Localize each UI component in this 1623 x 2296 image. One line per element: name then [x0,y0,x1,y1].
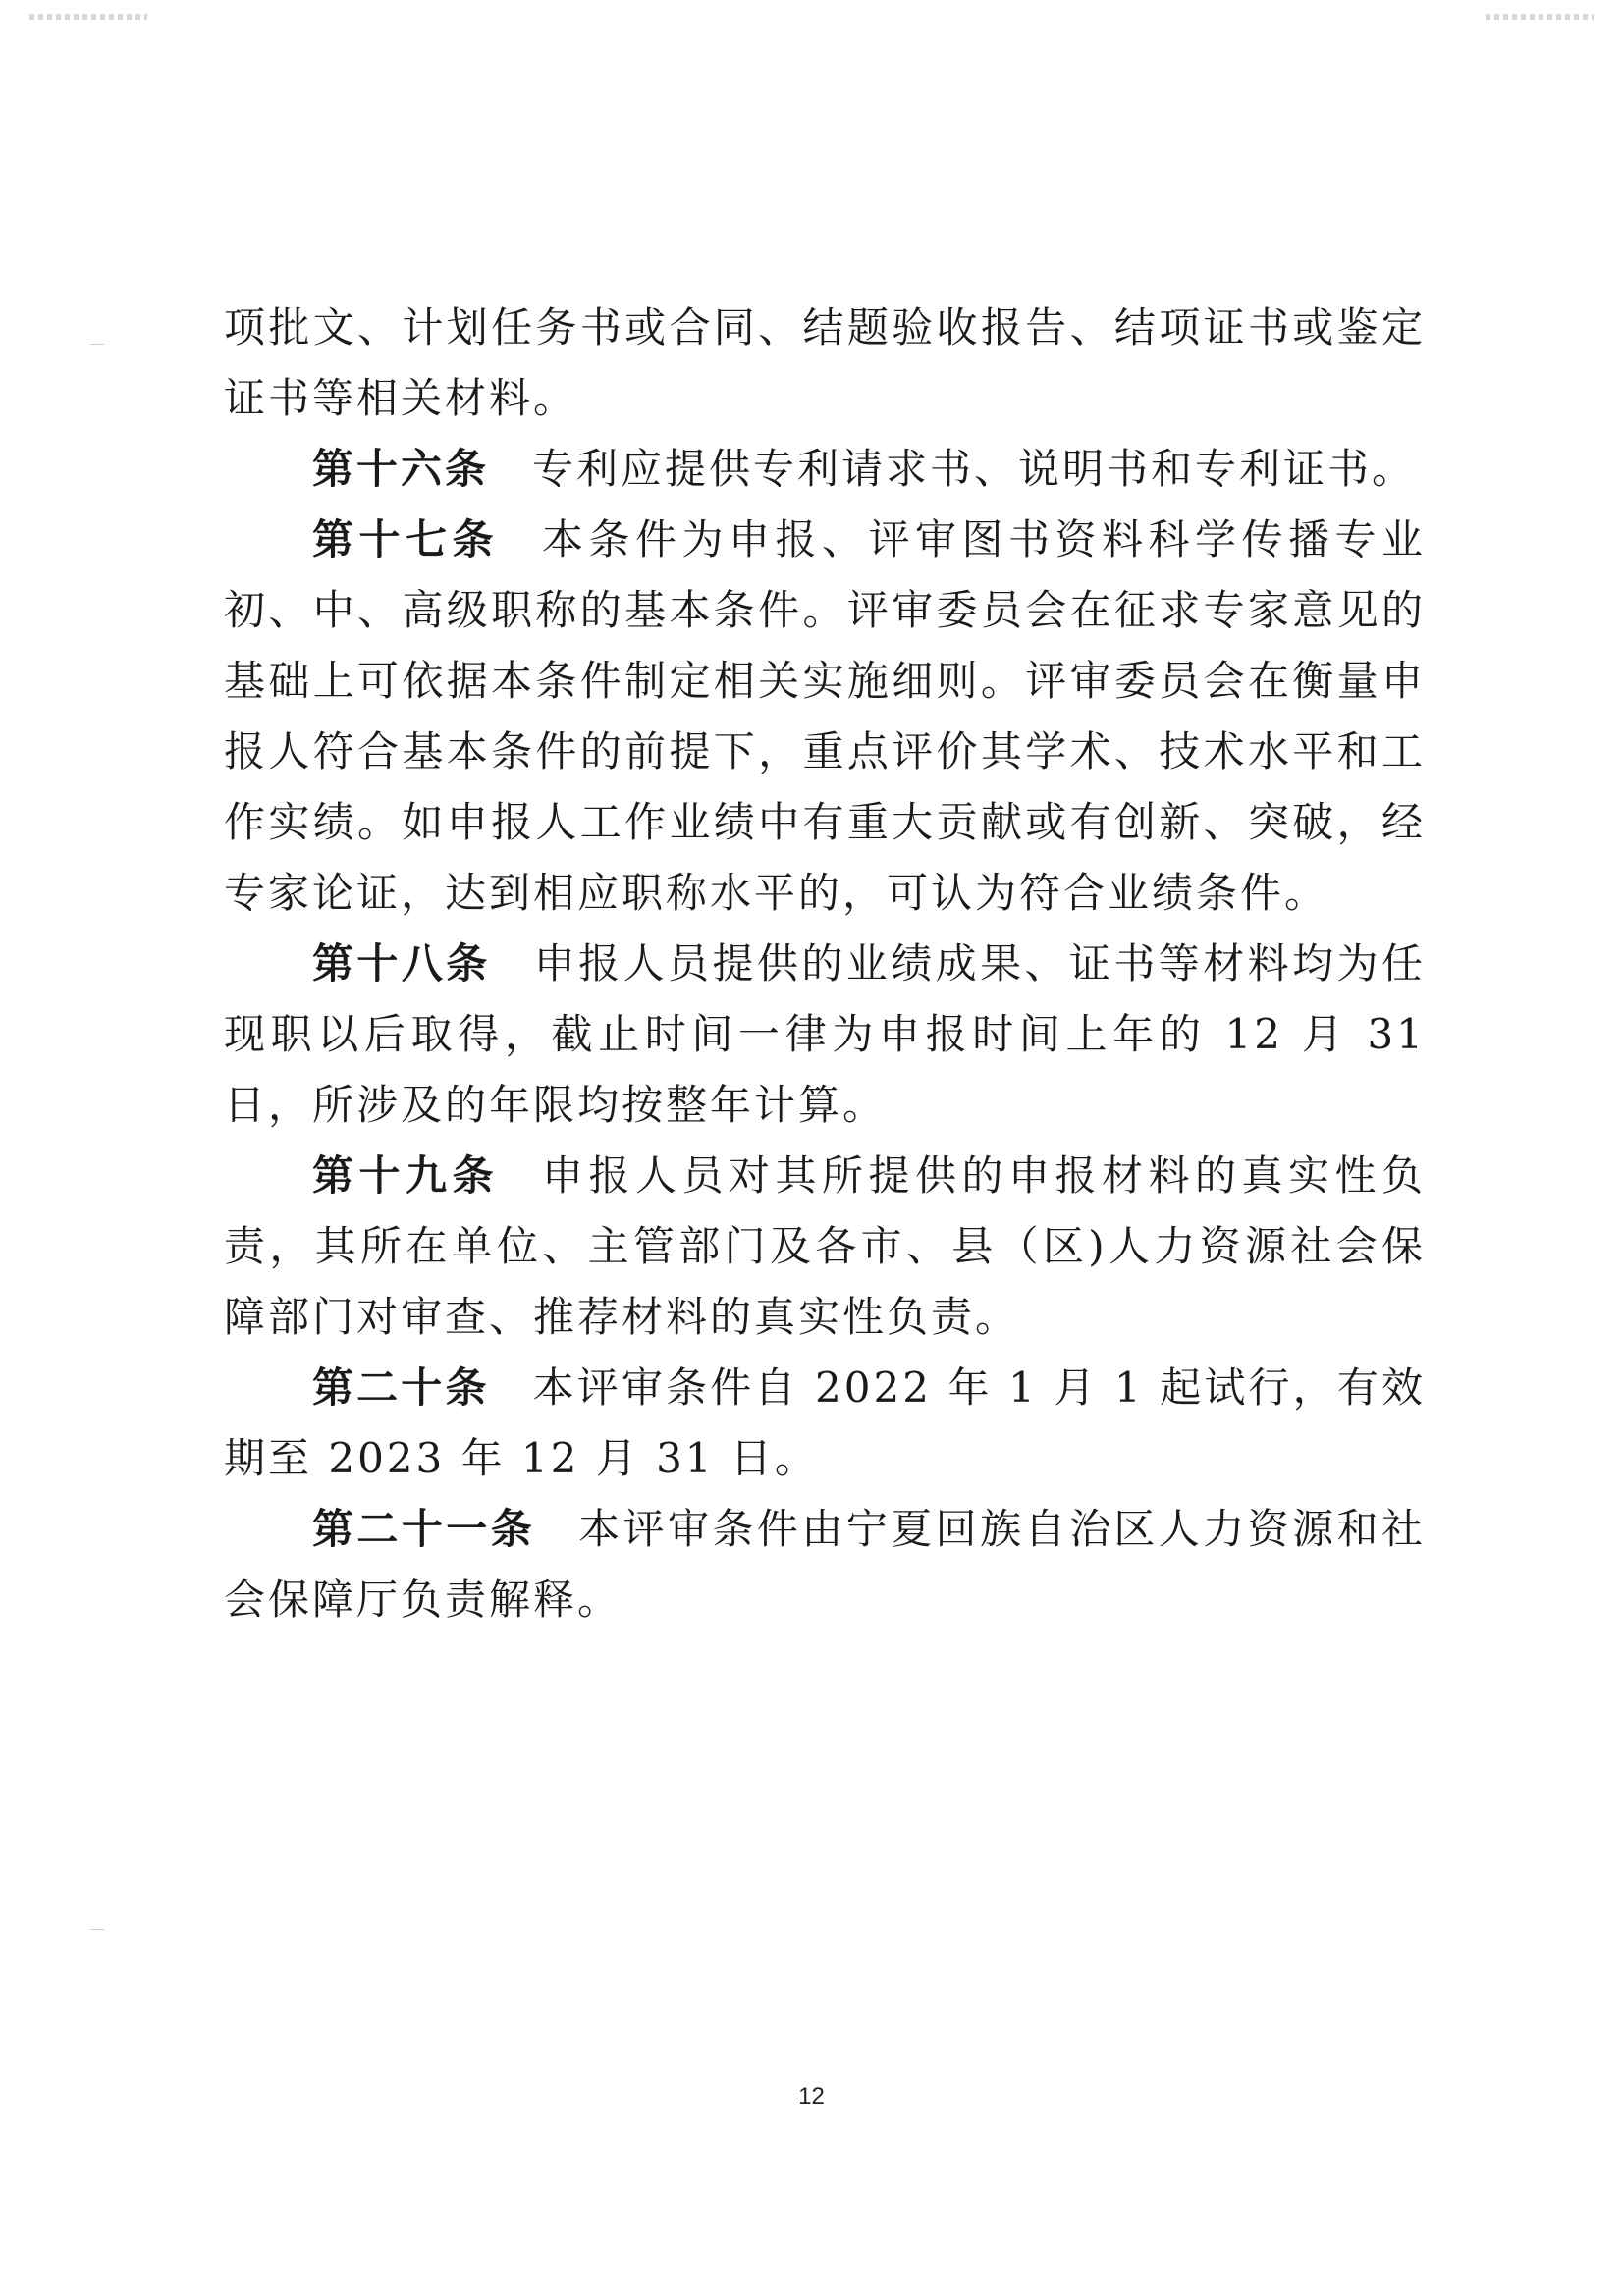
margin-mark [90,1929,104,1930]
document-body [224,293,1426,1635]
scan-noise-top-right [1486,14,1594,20]
article-label: 第十六条 [312,445,490,493]
article-text: 本评审条件由宁夏回族自治区人力资源和社会保障厅负责解释。 [224,1505,1426,1624]
article-text: 申报人员提供的业绩成果、证书等材料均为任现职以后取得，截止时间一律为申报时间上年的 12 月 31 日，所涉及的年限均按整年计算。 [224,939,1426,1129]
article-label: 第十八条 [312,939,491,988]
article-17 [224,505,1426,929]
article-text: 本条件为申报、评审图书资料科学传播专业初、中、高级职称的基本条件。评审委员会在征求专家意见的基础上可依据本条件制定相关实施细则。评审委员会在衡量申报人符合基本条件的前提下，重点评价其学术、技术水平和工作实绩。如申报人工作业绩中有重大贡献或有创新、突破，经专家论证，达到相应职称水平的，可认为符合业绩条件。 [224,515,1426,917]
article-label: 第二十条 [312,1363,490,1412]
paragraph-continuation [224,293,1426,434]
article-label: 第十七条 [312,515,499,563]
paragraph-text: 项批文、计划任务书或合同、结题验收报告、结项证书或鉴定证书等相关材料。 [224,303,1426,422]
article-label: 第十九条 [312,1151,499,1200]
article-text: 专利应提供专利请求书、说明书和专利证书。 [532,445,1417,493]
article-18 [224,929,1426,1141]
scan-noise-top-left [29,14,147,20]
article-label: 第二十一条 [312,1505,536,1553]
article-21 [224,1494,1426,1635]
article-19 [224,1141,1426,1353]
article-16 [224,434,1426,505]
article-text: 本评审条件自 2022 年 1 月 1 起试行，有效期至 2023 年 12 月 31 日。 [224,1363,1426,1482]
page-number: 12 [798,2083,825,2109]
article-20 [224,1353,1426,1494]
margin-mark [90,344,104,345]
article-text: 申报人员对其所提供的申报材料的真实性负责，其所在单位、主管部门及各市、县（区)人力资源社会保障部门对审查、推荐材料的真实性负责。 [224,1151,1426,1341]
